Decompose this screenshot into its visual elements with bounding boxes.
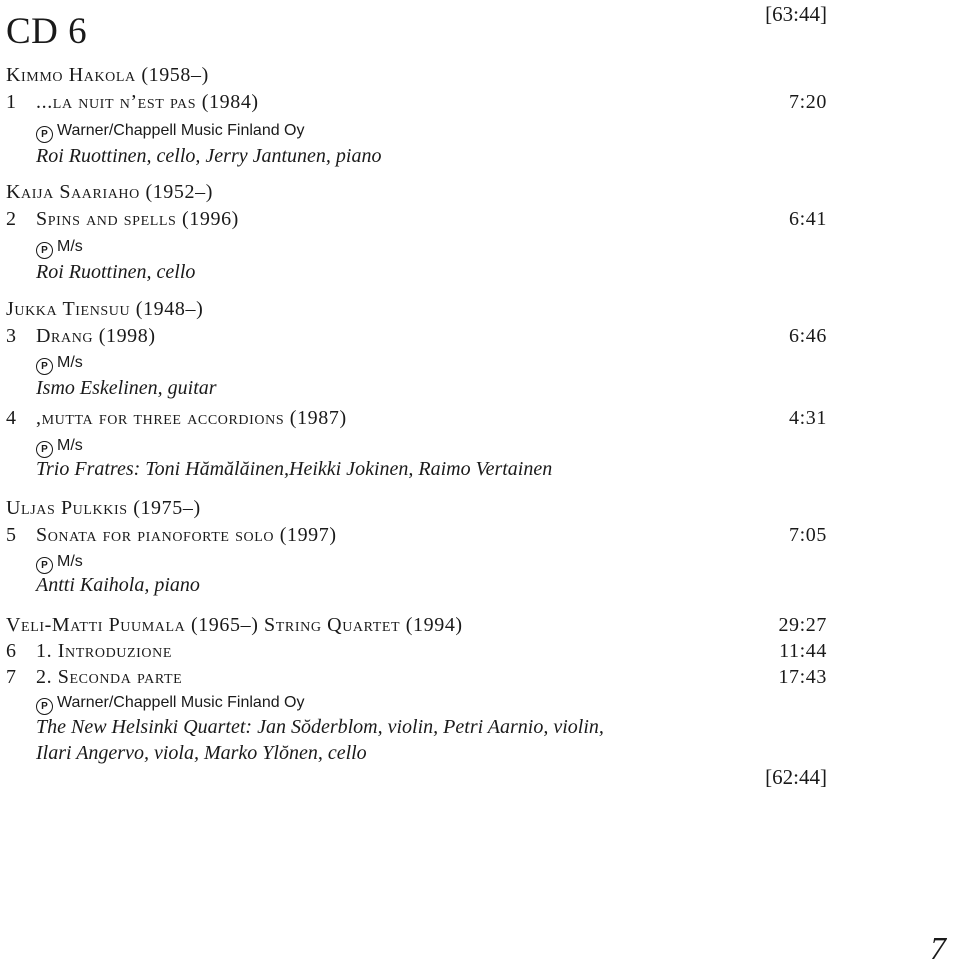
phonogram-icon: P	[36, 242, 53, 259]
track-number: 6	[6, 640, 17, 662]
composer-heading: Uljas Pulkkis (1975–)	[6, 497, 201, 519]
track-duration: 4:31	[789, 407, 827, 429]
track-title: 1. Introduzione	[36, 640, 172, 662]
publisher-line	[36, 234, 857, 260]
publisher-line	[36, 690, 857, 716]
track-title: Drang (1998)	[36, 325, 156, 347]
performers: Trio Fratres: Toni Hămălăinen,Heikki Jokinen, Raimo Vertainen	[36, 458, 553, 480]
track-duration: 6:46	[789, 325, 827, 347]
track-row	[6, 206, 827, 232]
track-row	[6, 89, 827, 115]
phonogram-icon: P	[36, 441, 53, 458]
performers: Antti Kaihola, piano	[36, 574, 200, 596]
track-title: Sonata for pianoforte solo (1997)	[36, 524, 337, 546]
track-duration: 6:41	[789, 208, 827, 230]
performers: Ismo Eskelinen, guitar	[36, 377, 217, 399]
track-title: ...la nuit n’est pas (1984)	[36, 91, 259, 113]
track-number: 4	[6, 407, 17, 429]
work-duration: 29:27	[778, 614, 827, 636]
track-duration: 17:43	[778, 666, 827, 688]
publisher-name: M/s	[57, 437, 83, 454]
track-duration: 7:05	[789, 524, 827, 546]
phonogram-icon: P	[36, 126, 53, 143]
track-number: 7	[6, 666, 17, 688]
track-number: 1	[6, 91, 17, 113]
track-number: 5	[6, 524, 17, 546]
phonogram-icon: P	[36, 557, 53, 574]
track-row	[6, 323, 827, 349]
phonogram-icon: P	[36, 358, 53, 375]
track-title: 2. Seconda parte	[36, 666, 183, 688]
performers-continued: Ilari Angervo, viola, Marko Ylŏnen, cello	[36, 742, 367, 764]
track-number: 2	[6, 208, 17, 230]
track-row	[6, 664, 827, 690]
phonogram-icon: P	[36, 698, 53, 715]
publisher-name: M/s	[57, 354, 83, 371]
publisher-line	[36, 350, 857, 376]
publisher-name: M/s	[57, 553, 83, 570]
publisher-line	[36, 118, 857, 144]
composer-heading: Kaija Saariaho (1952–)	[6, 181, 213, 203]
track-row	[6, 638, 827, 664]
composer-heading: Veli-Matti Puumala (1965–) String Quartet (1994)	[6, 614, 463, 636]
page-number: 7	[930, 930, 946, 966]
cd-title: CD 6	[6, 11, 88, 52]
performers: The New Helsinki Quartet: Jan Sŏderblom, violin, Petri Aarnio, violin,	[36, 716, 604, 738]
track-row	[6, 405, 827, 431]
track-title: ,mutta for three accordions (1987)	[36, 407, 347, 429]
publisher-name: Warner/Chappell Music Finland Oy	[57, 694, 305, 711]
composer-heading: Jukka Tiensuu (1948–)	[6, 298, 204, 320]
publisher-name: M/s	[57, 238, 83, 255]
performers: Roi Ruottinen, cello, Jerry Jantunen, piano	[36, 145, 382, 167]
composer-work-row	[6, 612, 827, 638]
track-number: 3	[6, 325, 17, 347]
cd-total-duration: [63:44]	[765, 2, 827, 26]
publisher-name: Warner/Chappell Music Finland Oy	[57, 122, 305, 139]
track-duration: 7:20	[789, 91, 827, 113]
composer-heading: Kimmo Hakola (1958–)	[6, 64, 209, 86]
performers: Roi Ruottinen, cello	[36, 261, 196, 283]
track-row	[6, 522, 827, 548]
track-title: Spins and spells (1996)	[36, 208, 239, 230]
cd-total-duration-footer: [62:44]	[765, 765, 827, 789]
track-duration: 11:44	[779, 640, 827, 662]
